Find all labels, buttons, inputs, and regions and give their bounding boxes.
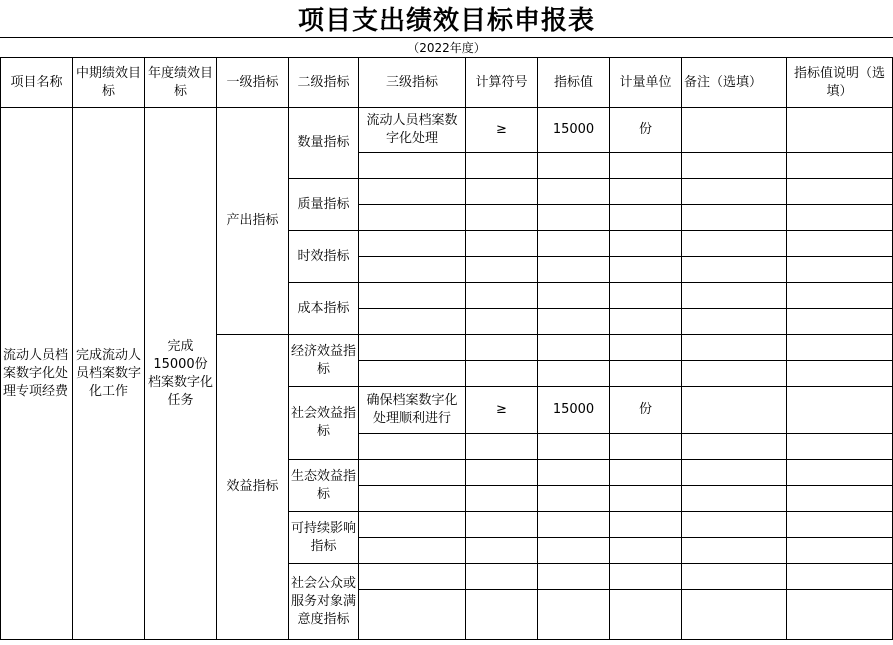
note-cell <box>682 108 787 153</box>
social-unit: 份 <box>610 387 682 434</box>
header-value-desc: 指标值说明（选填） <box>787 58 893 108</box>
level2-timeliness: 时效指标 <box>289 231 359 283</box>
page-title: 项目支出绩效目标申报表 <box>0 0 893 38</box>
header-annual-goal: 年度绩效目标 <box>145 58 217 108</box>
header-symbol: 计算符号 <box>466 58 538 108</box>
header-level2: 二级指标 <box>289 58 359 108</box>
header-row <box>1 58 893 108</box>
level2-sustainable: 可持续影响指标 <box>289 512 359 564</box>
table-row <box>1 108 893 153</box>
header-note: 备注（选填） <box>682 58 787 108</box>
quantity-symbol: ≥ <box>466 108 538 153</box>
performance-table <box>0 57 893 640</box>
header-mid-term-goal: 中期绩效目标 <box>73 58 145 108</box>
project-name-cell: 流动人员档案数字化处理专项经费 <box>1 108 73 640</box>
report-year: （2022年度） <box>0 38 893 58</box>
header-value: 指标值 <box>538 58 610 108</box>
quantity-unit: 份 <box>610 108 682 153</box>
annual-goal-cell: 完成15000份档案数字化任务 <box>145 108 217 640</box>
level1-benefit: 效益指标 <box>217 335 289 640</box>
header-level3: 三级指标 <box>359 58 466 108</box>
level1-output: 产出指标 <box>217 108 289 335</box>
level2-ecological: 生态效益指标 <box>289 460 359 512</box>
header-project-name: 项目名称 <box>1 58 73 108</box>
quantity-value: 15000 <box>538 108 610 153</box>
level2-social: 社会效益指标 <box>289 387 359 460</box>
level3-quantity-name: 流动人员档案数字化处理 <box>359 108 466 153</box>
header-unit: 计量单位 <box>610 58 682 108</box>
level2-economic: 经济效益指标 <box>289 335 359 387</box>
level2-quantity: 数量指标 <box>289 108 359 179</box>
level2-quality: 质量指标 <box>289 179 359 231</box>
level2-satisfaction: 社会公众或服务对象满意度指标 <box>289 564 359 640</box>
value-desc-cell <box>787 108 893 153</box>
social-symbol: ≥ <box>466 387 538 434</box>
mid-term-goal-cell: 完成流动人员档案数字化工作 <box>73 108 145 640</box>
level2-cost: 成本指标 <box>289 283 359 335</box>
social-value: 15000 <box>538 387 610 434</box>
level3-social-name: 确保档案数字化处理顺利进行 <box>359 387 466 434</box>
header-level1: 一级指标 <box>217 58 289 108</box>
